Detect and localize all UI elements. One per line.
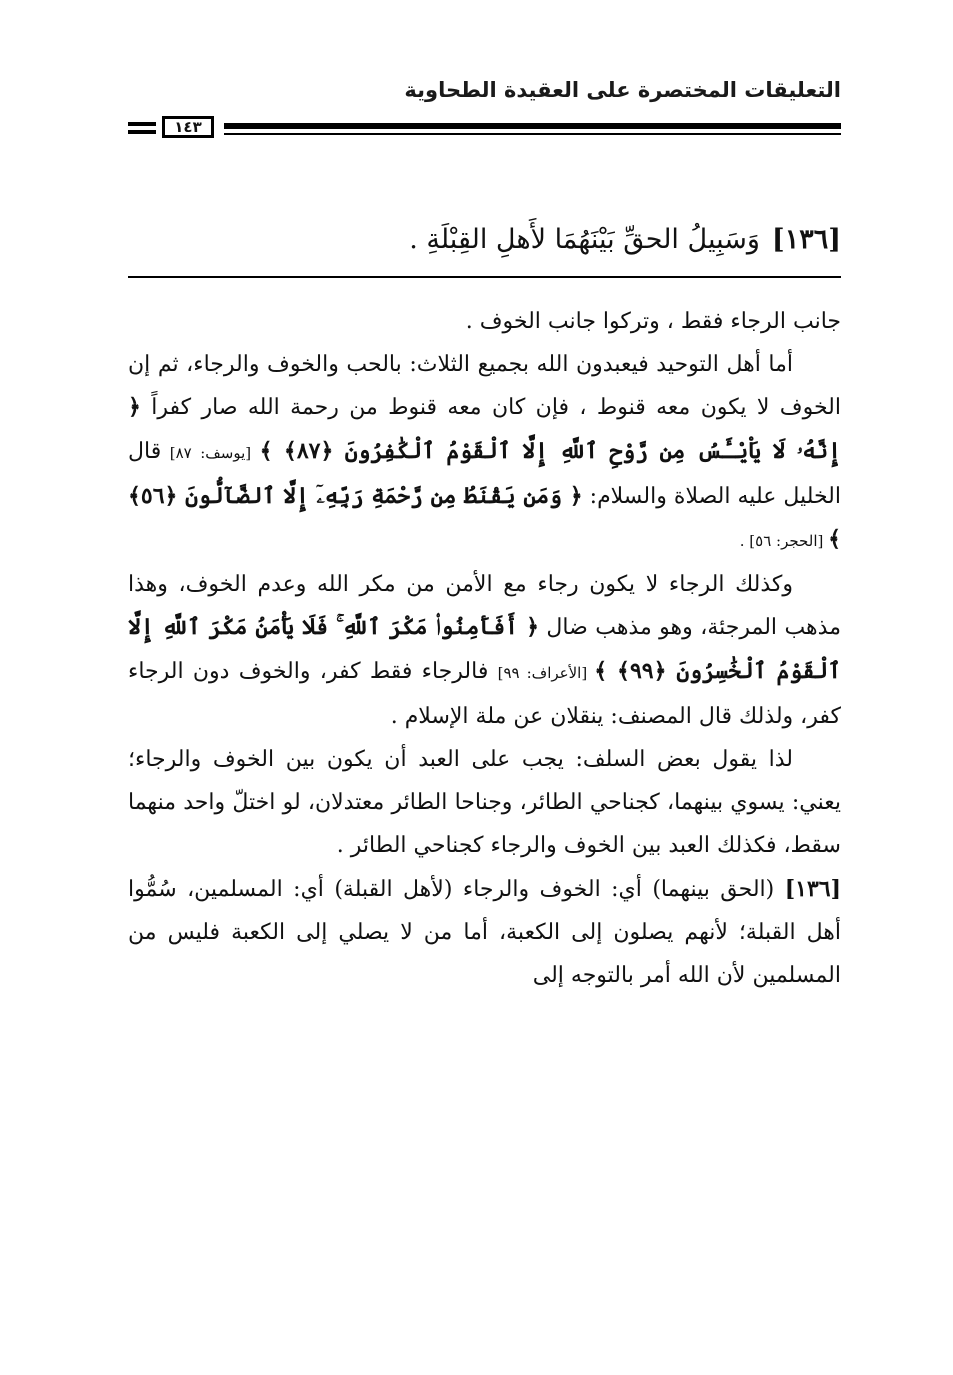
header-rule-bar bbox=[128, 116, 841, 140]
paragraph-3 bbox=[128, 563, 841, 738]
commentary-number: [١٣٦] bbox=[784, 875, 841, 902]
quran-verse-araf: ﴿ أَفَأَمِنُوا۟ مَكْرَ ٱللَّهِ ۚ فَلَا يَأْمَنُ مَكْرَ ٱللَّهِ إِلَّا ٱلْقَوْمُ ٱلْخَٰسِرُونَ ﴿٩٩﴾ ﴾ bbox=[128, 614, 841, 684]
header-rule-left-lower bbox=[128, 130, 156, 134]
quran-verse-yusuf: ﴿ إِنَّهُۥ لَا يَاْيْـَٔسُ مِن رَّوْحِ ٱللَّهِ إِلَّا ٱلْقَوْمُ ٱلْكَٰفِرُونَ ﴿٨٧﴾ ﴾ bbox=[128, 394, 841, 464]
matn-separator bbox=[128, 276, 841, 278]
paragraph-4: لذا يقول بعض السلف: يجب على العبد أن يكون بين الخوف والرجاء؛ يعني: يسوي بينهما، كجناحي الطائر، وجناحا الطائر معتدلان، لو اختلّ واحد منهما سقط، فكذلك العبد بين الخوف والرجاء كجناحي الطائر . bbox=[128, 747, 841, 859]
matn-text: وَسَبِيلُ الحقِّ بَيْنَهُمَا لأَهلِ القِبْلَةِ . bbox=[409, 224, 760, 255]
verse-ref-hijr: [الحجر: ٥٦] . bbox=[739, 532, 829, 551]
paragraph-1: جانب الرجاء فقط ، وتركوا جانب الخوف . bbox=[465, 309, 841, 334]
running-header-title: التعليقات المختصرة على العقيدة الطحاوية bbox=[404, 78, 841, 102]
page-number: ١٤٣ bbox=[162, 116, 214, 138]
header-rule-left-upper bbox=[128, 122, 156, 126]
paragraph-2 bbox=[128, 343, 841, 563]
header-rule-thin bbox=[224, 133, 841, 135]
paragraph-5-text: (الحق بينهما) أي: الخوف والرجاء (لأهل القبلة) أي: المسلمين، سُمُّوا أهل القبلة؛ لأنهم يصلون إلى الكعبة، أما من لا يصلي إلى الكعبة فليس من المسلمين لأن الله أمر بالتوجه إلى bbox=[128, 876, 841, 989]
matn-number: [١٣٦] bbox=[771, 224, 841, 255]
matn-heading bbox=[126, 220, 841, 260]
paragraph-5 bbox=[128, 868, 841, 998]
commentary-body bbox=[128, 300, 841, 997]
header-rule-thick bbox=[224, 123, 841, 129]
paragraph-2-text-a: أما أهل التوحيد فيعبدون الله بجميع الثلاث: بالحب والخوف والرجاء، ثم إن الخوف لا يكون معه قنوط ، فإن كان معه قنوط من رحمة الله صار كفراً bbox=[128, 352, 841, 421]
paragraph-3-text-b: فالرجاء فقط كفر، والخوف دون الرجاء كفر، ولذلك قال المصنف: ينقلان عن ملة الإسلام . bbox=[128, 658, 841, 729]
paragraph-3-text-a: وكذلك الرجاء لا يكون رجاء مع الأمن من مكر الله وعدم الخوف، وهذا مذهب المرجئة، وهو مذهب ضال bbox=[128, 572, 841, 641]
verse-ref-yusuf: [يوسف: ٨٧] bbox=[161, 443, 260, 462]
verse-ref-araf: [الأعراف: ٩٩] bbox=[497, 663, 595, 682]
quran-verse-hijr: ﴿ وَمَن يَقْنَطُ مِن رَّحْمَةِ رَبِّهِۦٓ إِلَّا ٱلضَّآلُّونَ ﴿٥٦﴾ ﴾ bbox=[128, 482, 841, 553]
paragraph-2-text-b: قال الخليل عليه الصلاة والسلام: bbox=[128, 438, 841, 509]
